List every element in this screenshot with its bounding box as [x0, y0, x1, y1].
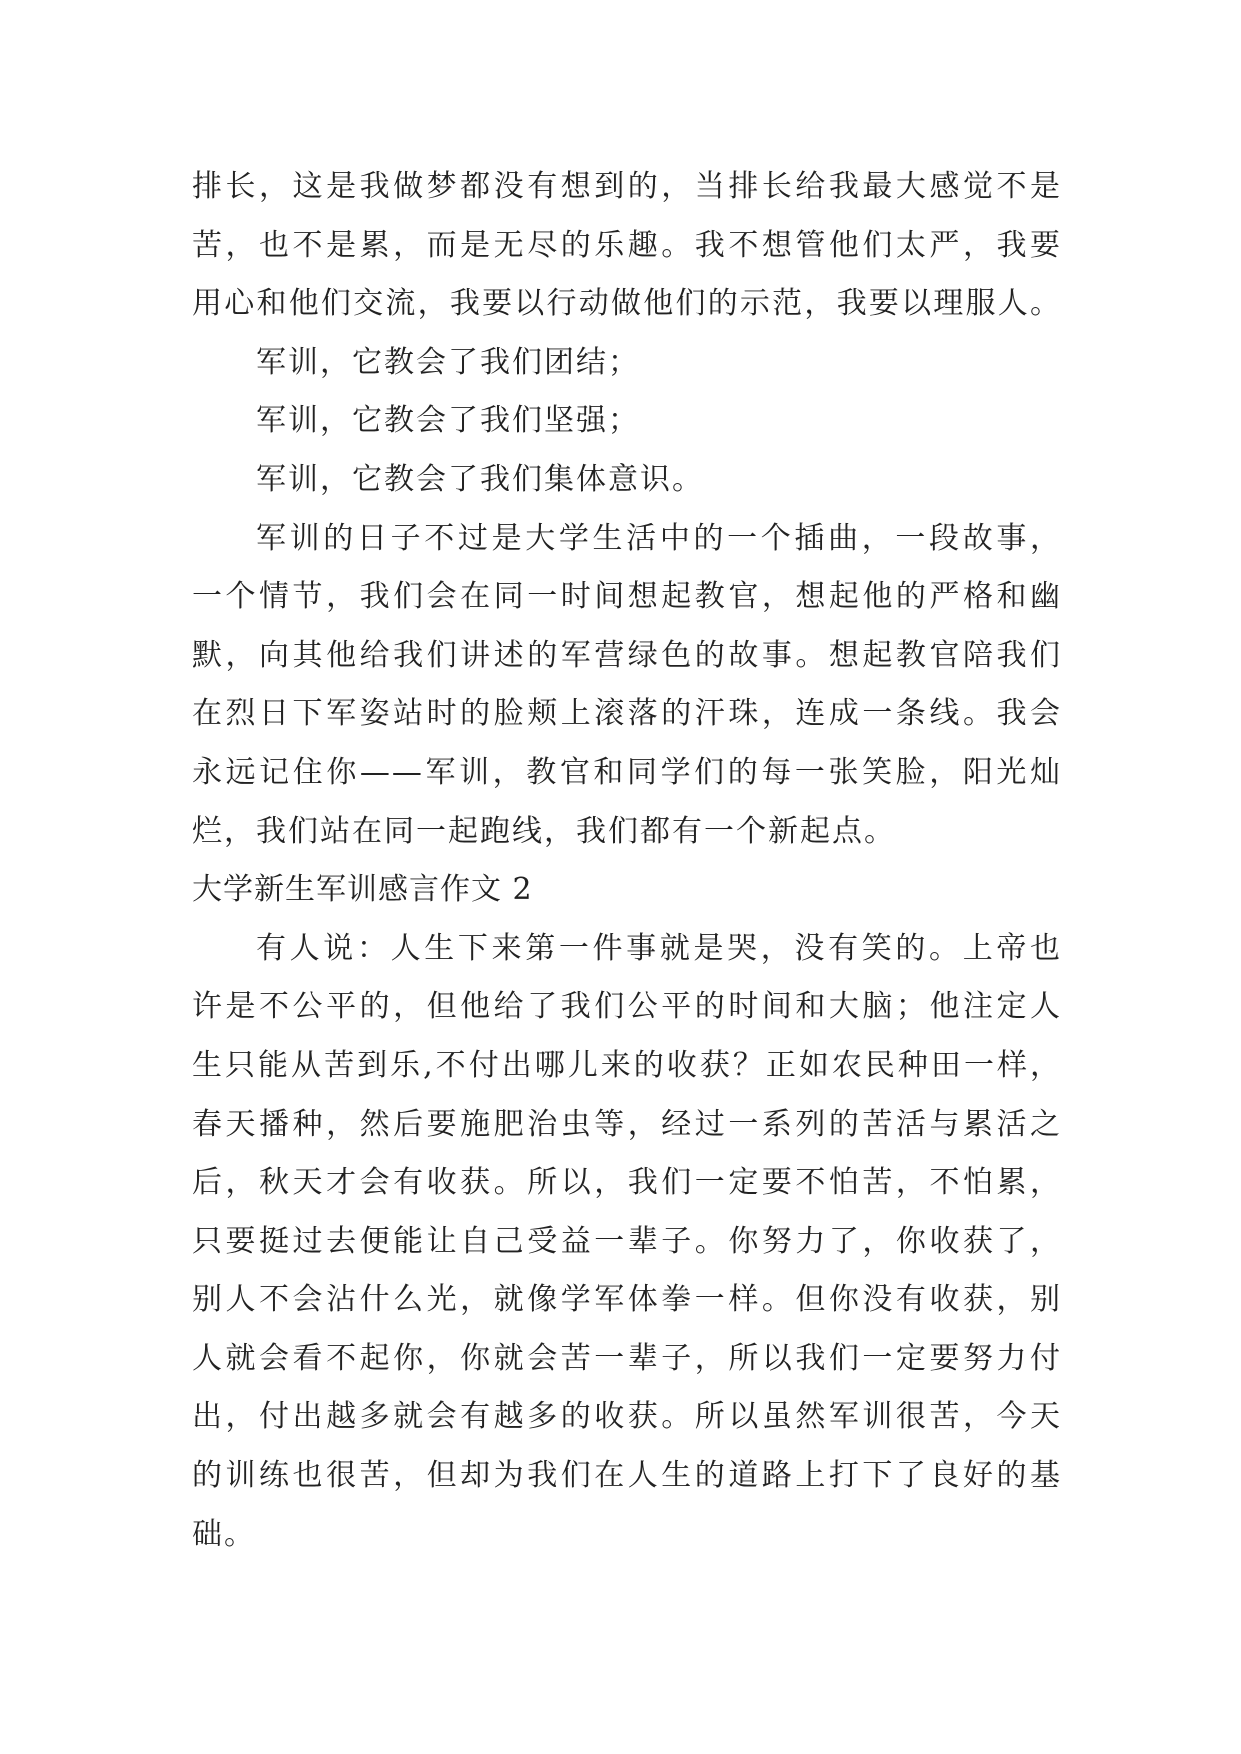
paragraph-continued: [192, 158, 1062, 334]
paragraph-collective: [192, 451, 1062, 510]
paragraph-line: 永远记住你——军训，教官和同学们的每一张笑脸，阳光灿: [192, 754, 1062, 790]
paragraph-line: 后，秋天才会有收获。所以，我们一定要不怕苦，不怕累，: [192, 1165, 1062, 1201]
paragraph-line: 军训，它教会了我们团结；: [256, 344, 640, 380]
paragraph-memories: [192, 510, 1062, 862]
paragraph-line: 的训练也很苦，但却为我们在人生的道路上打下了良好的基: [192, 1458, 1062, 1494]
paragraph-line: 许是不公平的，但他给了我们公平的时间和大脑；他注定人: [192, 989, 1062, 1025]
paragraph-line: 在烈日下军姿站时的脸颊上滚落的汗珠，连成一条线。我会: [192, 696, 1062, 732]
paragraph-line: 烂，我们站在同一起跑线，我们都有一个新起点。: [192, 813, 896, 849]
paragraph-line: 一个情节，我们会在同一时间想起教官，想起他的严格和幽: [192, 579, 1062, 615]
paragraph-line: 人就会看不起你，你就会苦一辈子，所以我们一定要努力付: [192, 1340, 1062, 1376]
document-body: [192, 158, 1062, 1564]
paragraph-line: 军训的日子不过是大学生活中的一个插曲，一段故事，: [256, 520, 1062, 556]
paragraph-line: 军训，它教会了我们坚强；: [256, 403, 640, 439]
section-heading: 大学新生军训感言作文 2: [192, 872, 533, 908]
paragraph-line: 有人说：人生下来第一件事就是哭，没有笑的。上帝也: [256, 930, 1062, 966]
paragraph-line: 苦，也不是累，而是无尽的乐趣。我不想管他们太严，我要: [192, 227, 1062, 263]
paragraph-line: 用心和他们交流，我要以行动做他们的示范，我要以理服人。: [192, 286, 1062, 322]
paragraph-essay-2: [192, 920, 1062, 1565]
paragraph-line: 军训，它教会了我们集体意识。: [256, 461, 704, 497]
paragraph-line: 础。: [192, 1516, 256, 1552]
paragraph-line: 排长，这是我做梦都没有想到的，当排长给我最大感觉不是: [192, 169, 1062, 204]
paragraph-strength: [192, 392, 1062, 451]
paragraph-line: 只要挺过去便能让自己受益一辈子。你努力了，你收获了，: [192, 1223, 1062, 1259]
paragraph-line: 春天播种，然后要施肥治虫等，经过一系列的苦活与累活之: [192, 1106, 1062, 1142]
paragraph-line: 默，向其他给我们讲述的军营绿色的故事。想起教官陪我们: [192, 637, 1062, 673]
paragraph-unity: [192, 334, 1062, 393]
paragraph-line: 生只能从苦到乐,不付出哪儿来的收获？正如农民种田一样，: [192, 1047, 1062, 1083]
paragraph-line: 出，付出越多就会有越多的收获。所以虽然军训很苦，今天: [192, 1399, 1062, 1435]
paragraph-line: 别人不会沾什么光，就像学军体拳一样。但你没有收获，别: [192, 1282, 1062, 1318]
